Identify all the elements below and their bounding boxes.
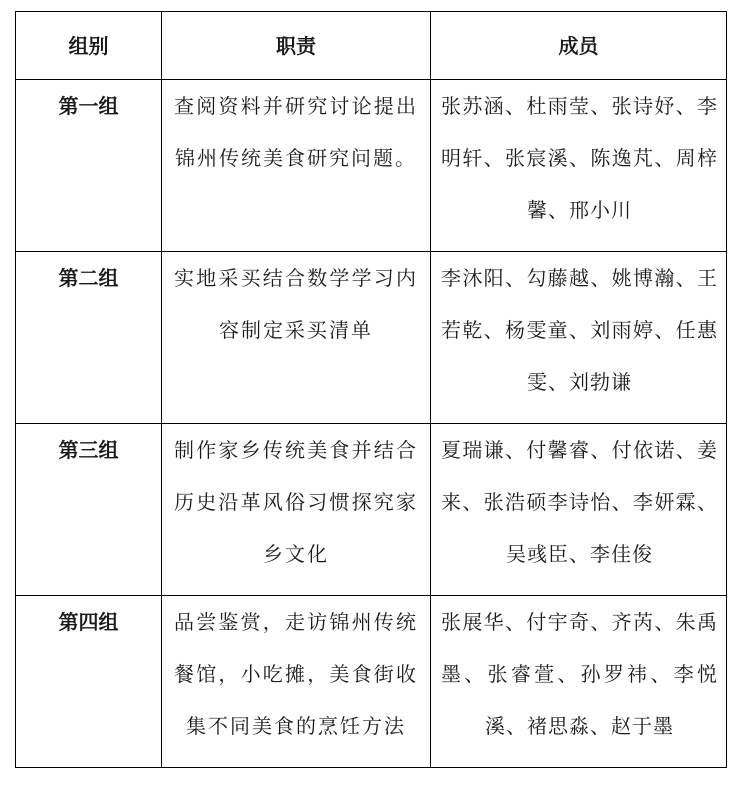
header-members: 成员 bbox=[431, 12, 727, 80]
group-members: 张展华、付宇奇、齐芮、朱禹墨、张睿萱、孙罗祎、李悦溪、褚思淼、赵于墨 bbox=[431, 596, 727, 768]
table-row bbox=[16, 596, 727, 768]
group-duty: 实地采买结合数学学习内容制定采买清单 bbox=[162, 252, 431, 424]
group-members: 张苏涵、杜雨莹、张诗妤、李明轩、张宸溪、陈逸芃、周梓馨、邢小川 bbox=[431, 80, 727, 252]
group-name: 第三组 bbox=[16, 424, 162, 596]
group-name: 第二组 bbox=[16, 252, 162, 424]
group-duty: 查阅资料并研究讨论提出锦州传统美食研究问题。 bbox=[162, 80, 431, 252]
group-duty: 品尝鉴赏，走访锦州传统餐馆，小吃摊，美食街收集不同美食的烹饪方法 bbox=[162, 596, 431, 768]
table-row bbox=[16, 252, 727, 424]
header-duty: 职责 bbox=[162, 12, 431, 80]
table-row bbox=[16, 424, 727, 596]
group-name: 第四组 bbox=[16, 596, 162, 768]
group-assignment-table bbox=[15, 11, 727, 768]
header-group: 组别 bbox=[16, 12, 162, 80]
table-header-row bbox=[16, 12, 727, 80]
group-members: 夏瑞谦、付馨睿、付依诺、姜来、张浩硕李诗怡、李妍霖、吴彧臣、李佳俊 bbox=[431, 424, 727, 596]
group-members: 李沐阳、勾藤越、姚博瀚、王若乾、杨雯童、刘雨婷、任惠雯、刘勃谦 bbox=[431, 252, 727, 424]
group-name: 第一组 bbox=[16, 80, 162, 252]
group-duty: 制作家乡传统美食并结合历史沿革风俗习惯探究家乡文化 bbox=[162, 424, 431, 596]
table-row bbox=[16, 80, 727, 252]
